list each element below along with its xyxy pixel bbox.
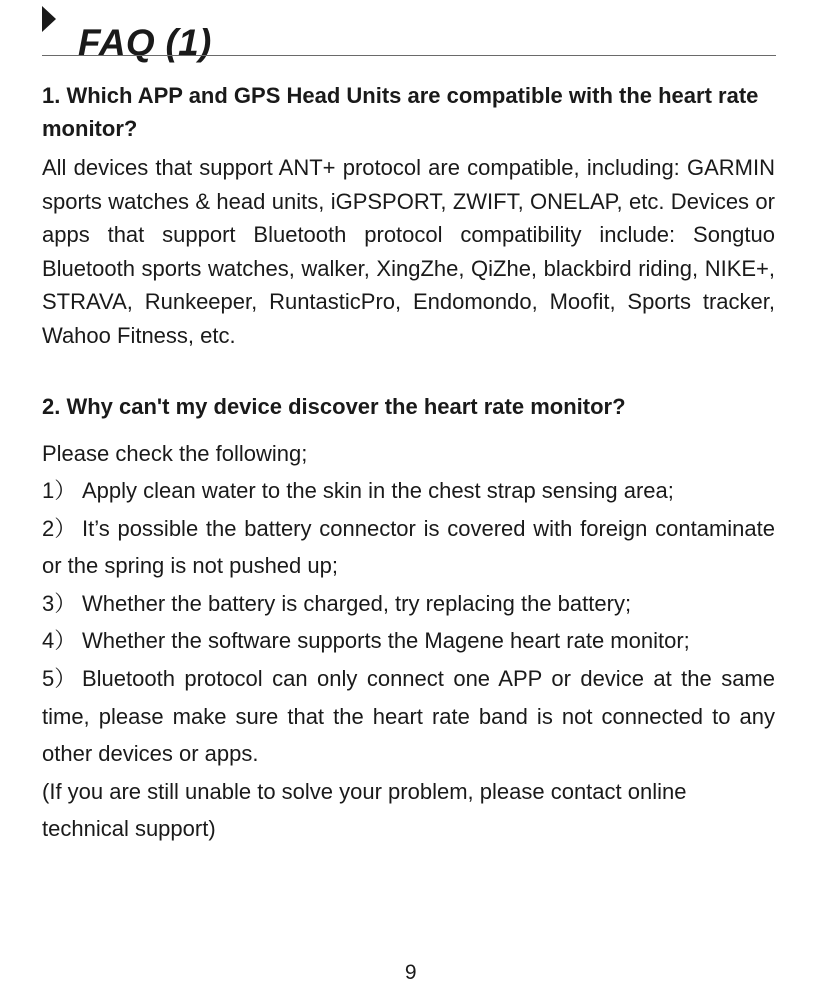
faq-answer-2-intro: Please check the following; [42,441,308,466]
faq-content [42,79,775,848]
checklist-item-text: Whether the software supports the Magene heart rate monitor; [82,628,690,654]
page-title: FAQ (1) [78,21,212,63]
checklist-item-number: 5） [42,665,77,691]
header-divider [42,55,776,56]
page-header [42,0,776,63]
support-note: (If you are still unable to solve your problem, please contact online technical support) [42,778,687,842]
checklist-item-number: 2） [42,515,77,541]
checklist-item-text: Bluetooth protocol can only connect one APP or device at the same time, please make sure that the heart rate band is not connected to any other devices or apps. [42,665,775,767]
checklist-item-text: Whether the battery is charged, try replacing the battery; [82,590,632,616]
checklist-item-text: Apply clean water to the skin in the chest strap sensing area; [82,478,674,503]
checklist-item-number: 4） [42,628,77,654]
checklist-item [42,585,775,623]
checklist-item [42,660,775,773]
faq-section-2 [42,390,775,848]
faq-answer-1: All devices that support ANT+ protocol are compatible, including: GARMIN sports watches & head units, iGPSPORT, ZWIFT, ONELAP, etc. Devices or apps that support Bluetooth protocol compatibility include: Songtuo Bluetooth sports watches, walker, XingZhe, QiZhe, blackbird riding, NIKE+, STRAVA, Runkeeper, RuntasticPro, Endomondo, Moofit, Sports tracker, Wahoo Fitness, etc. [42,155,775,348]
checklist-item [42,510,775,585]
checklist-item-number: 3） [42,590,77,616]
checklist-item [42,622,775,660]
faq-section-1 [42,79,775,352]
triangle-right-icon [42,6,56,32]
checklist-item-number: 1） [42,478,77,503]
checklist-item [42,472,775,510]
faq-question-1: 1. Which APP and GPS Head Units are compatible with the heart rate monitor? [42,83,759,141]
page-number: 9 [404,961,418,984]
checklist-item-text: It’s possible the battery connector is covered with foreign contaminate or the spring is not pushed up; [42,515,775,579]
faq-question-2: 2. Why can't my device discover the heart rate monitor? [42,394,626,419]
checklist [42,472,775,773]
